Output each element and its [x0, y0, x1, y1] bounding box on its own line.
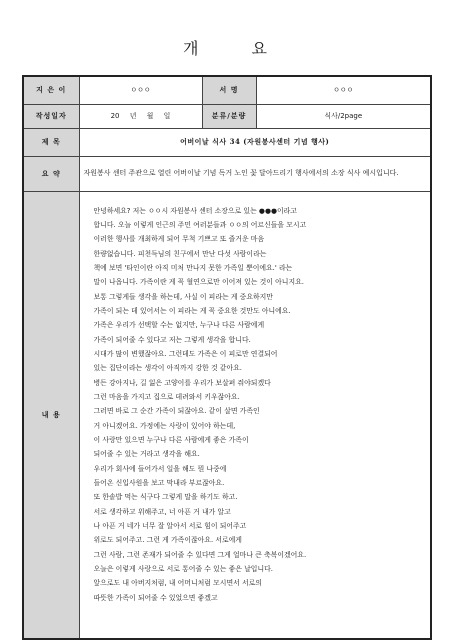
content-line: 그런 마음을 가지고 집으로 데려와서 키우잖아요.	[93, 392, 240, 401]
date-row	[23, 104, 431, 128]
content-line: 가족이 되어줄 수 있다고 저는 그렇게 생각을 합니다.	[93, 335, 251, 344]
content-line: 책에 보면 '타인이란 아직 미처 만나지 못한 가족일 뿐이에요.' 라는	[93, 263, 293, 272]
summary-row	[23, 156, 431, 191]
category-label: 분류/분량	[202, 104, 256, 128]
content-row	[23, 191, 431, 639]
document-title: 개 요	[183, 39, 291, 58]
content-line: 서로 생각하고 위해주고, 너 아픈 거 내가 알고	[93, 507, 231, 516]
content-lines	[94, 204, 417, 606]
content-line: 그러면 바로 그 순간 가족이 되잖아요. 같이 살면 가족인	[93, 407, 260, 416]
book-title-label: 서 명	[202, 76, 256, 104]
content-line: 앞으로도 내 아버지처럼, 내 어머니처럼 모시면서 서로의	[93, 579, 262, 588]
content-line: 그런 사람, 그런 존재가 되어줄 수 있다면 그게 얼마나 큰 축복이겠어요.	[93, 550, 307, 559]
content-line: 시대가 많이 변했잖아요. 그런데도 가족은 이 피로만 연결되어	[93, 349, 278, 358]
content-line: 따뜻한 가족이 되어줄 수 있었으면 좋겠고	[93, 593, 218, 602]
content-line: 보통 그렇게들 생각을 하는데, 사실 이 피라는 게 중요하지만	[93, 292, 273, 301]
content-line: 우리가 회사에 들어가서 일을 해도 뭔 나중에	[93, 464, 227, 473]
content-line: 한량없습니다. 피천득님의 친구에서 만난 다섯 사람이라는	[93, 249, 267, 258]
content-line: 거 아니겠어요. 가정에는 사랑이 있어야 하는데,	[93, 421, 236, 430]
content-line: 이러한 행사를 개최하게 되어 무척 기쁘고 또 즐거운 마음	[93, 235, 265, 244]
content-line: 가족이 되는 데 있어서는 이 피라는 게 꼭 중요한 것만도 아니에요.	[93, 306, 291, 315]
subject-label: 제 목	[23, 128, 79, 156]
content-body	[79, 191, 431, 639]
summary-label: 요 약	[23, 156, 79, 191]
content-line: 합니다. 오늘 이렇게 인근의 주민 여러분들과 ㅇㅇ의 어르신들을 모시고	[93, 220, 307, 229]
summary-text: 자원봉사 센터 주관으로 열린 어버이날 기념 독거 노인 꽃 달아드리기 행사에서의 소장 식사 예시입니다.	[79, 156, 431, 191]
content-line: 있는 집단이라는 생각이 아직까지 강한 것 같아요.	[93, 364, 242, 373]
subject-value: 어버이날 식사 34 (자원봉사센터 기념 행사)	[79, 128, 431, 156]
content-line: 또 한솥밥 먹는 식구다 그렇게 말을 하기도 하고.	[93, 493, 238, 502]
book-title-value: ㅇㅇㅇ	[256, 76, 431, 104]
content-line: 병든 강아지나, 길 잃은 고양이를 우리가 보살펴 줘야되겠다	[93, 378, 271, 387]
content-line: 위로도 되어주고. 그런 게 가족이잖아요. 서로에게	[93, 536, 242, 545]
content-line: 나 아픈 거 네가 너무 잘 알아서 서로 힘이 되어주고	[93, 522, 247, 531]
content-line: 오늘은 이렇게 사랑으로 서로 통어줄 수 있는 좋은 날입니다.	[93, 565, 273, 574]
subject-row	[23, 128, 431, 156]
author-value: ㅇㅇㅇ	[79, 76, 202, 104]
author-label: 지 은 이	[23, 76, 79, 104]
content-line: 들어온 신입사원을 보고 막내라 부르잖아요.	[93, 479, 225, 488]
summary-form-table	[22, 75, 432, 640]
category-value: 식사/2page	[256, 104, 431, 128]
content-label: 내 용	[23, 191, 79, 639]
content-line: 안녕하세요? 저는 ㅇㅇ시 자원봉사 센터 소장으로 있는 ●●●이라고	[93, 206, 297, 215]
author-row	[23, 76, 431, 104]
content-line: 가족은 우리가 선택할 수는 없지만, 누구나 다른 사람에게	[93, 321, 265, 330]
date-value: 20 년 월 일	[79, 104, 202, 128]
content-line: 되어줄 수 있는 거라고 생각을 해요.	[93, 450, 200, 459]
content-line: 말이 나옵니다. 가족이란 게 꼭 혈연으로만 이어져 있는 것이 아니지요.	[93, 278, 304, 287]
date-label: 작성일자	[23, 104, 79, 128]
content-line: 이 사랑만 있으면 누구나 다른 사람에게 좋은 가족이	[93, 436, 249, 444]
